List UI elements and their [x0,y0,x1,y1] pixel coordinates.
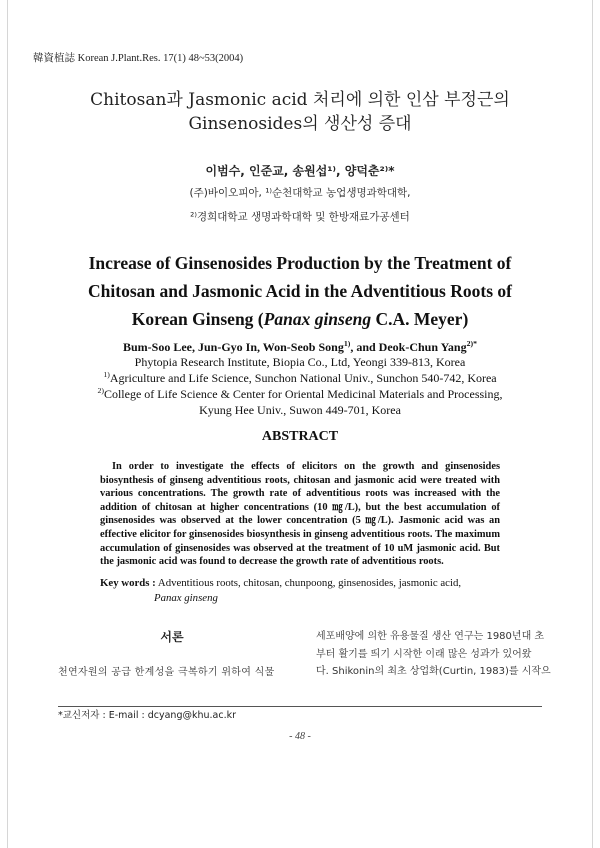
english-affiliation-line-4: Kyung Hee Univ., Suwon 449-701, Korea [199,403,401,417]
journal-citation: 韓資植誌 Korean J.Plant.Res. 17(1) 48~53(2004) [33,53,244,64]
author-names-2: , and Deok-Chun Yang [350,340,467,354]
english-title-line-2: Chitosan and Jasmonic Acid in the Adventitious Roots of [88,281,512,301]
english-title-line-3-start: Korean Ginseng ( [131,309,264,329]
keywords-italic: Panax ginseng [154,592,218,604]
affiliation-sup-1: 1) [103,370,110,379]
corresponding-author-footnote: *교신저자 : E-mail : dcyang@khu.ac.kr [58,710,237,721]
korean-title [0,88,600,136]
keywords [100,576,520,606]
intro-heading: 서론 [160,630,184,644]
korean-affiliation-line-1: (주)바이오피아, ¹⁾순천대학교 농업생명과학대학, [189,187,411,199]
keywords-list: Adventitious roots, chitosan, chunpoong, ginsenosides, jasmonic acid, [157,577,462,589]
english-affiliation-line-3 [0,386,600,402]
author-names-1: Bum-Soo Lee, Jun-Gyo In, Won-Seob Song [122,340,344,354]
english-title-line-1: Increase of Ginsenosides Production by the Treatment of [88,253,512,273]
korean-title-line-1: Chitosan과 Jasmonic acid 처리에 의한 인삼 부정근의 [90,90,510,110]
english-affiliation-line-1: Phytopia Research Institute, Biopia Co., Ltd, Yeongi 339-813, Korea [134,355,466,369]
page-number: - 48 - [289,731,311,742]
english-title-line-3 [0,305,600,333]
intro-right-line-2: 부터 활기를 띄기 시작한 이래 많은 성과가 있어왔 [316,648,532,660]
korean-authors: 이범수, 인준교, 송원섭¹⁾, 양덕춘²⁾* [205,164,395,178]
affiliation-sup-2: 2) [97,386,104,395]
author-sup-1: 1) [343,339,351,348]
korean-affiliation-line-2: ²⁾경희대학교 생명과학대학 및 한방재료가공센터 [190,211,410,223]
species-name: Panax ginseng [263,309,372,329]
abstract-text: In order to investigate the effects of elicitors on the growth and ginsenosides biosynthesis of ginseng adventitious roots, chitosan and jasmonic acid were treated with various concentrations. The growth rate of adventitious roots was increased with the addition of chitosan at higher concentrations (10 ㎎/L), but the best accumulation of ginsenosides was observed at the lower concentration (5 ㎎/L). Jasmonic acid was an effective elicitor for ginsenosides biosynthesis in ginseng adventitious roots. The maximum accumulation of ginsenosides was observed at the treatment of 10 uM jasmonic acid. But the jasmonic acid was found to decrease the growth rate of adventitious roots. [100,461,500,568]
author-sup-2: 2)* [466,339,477,348]
english-authors [0,340,600,355]
english-title [0,249,600,333]
intro-right-line-3: 다. Shikonin의 최초 상업화(Curtin, 1983)를 시작으 [316,666,551,677]
english-affiliations [0,354,600,418]
keywords-label: Key words : [100,577,156,589]
intro-right-column [316,628,552,681]
affiliation-text-2: College of Life Science & Center for Oriental Medicinal Materials and Processing, [103,387,503,401]
english-title-line-3-end: C.A. Meyer) [371,309,469,329]
english-affiliation-line-2 [0,370,600,386]
korean-title-line-2: Ginsenosides의 생산성 증대 [188,114,412,134]
intro-right-line-1: 세포배양에 의한 유용물질 생산 연구는 1980년대 초 [316,631,545,642]
affiliation-text-1: Agriculture and Life Science, Sunchon National Univ., Sunchon 540-742, Korea [109,371,497,385]
abstract-heading: ABSTRACT [261,429,339,444]
intro-left-column: 천연자원의 공급 한계성을 극복하기 위하여 식물 [58,667,275,678]
